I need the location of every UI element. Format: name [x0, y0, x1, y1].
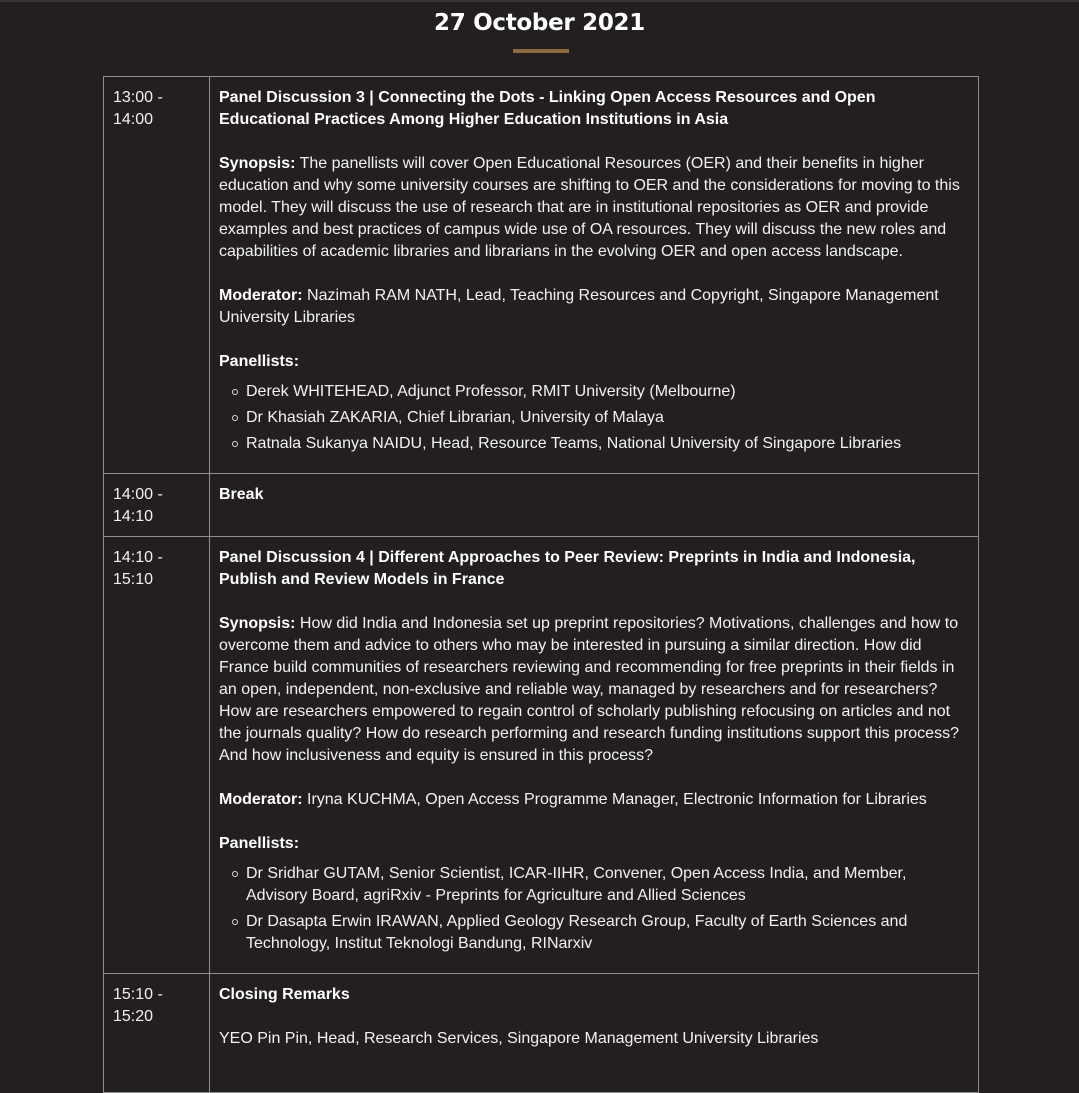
session-content [210, 537, 979, 974]
list-item: Dr Sridhar GUTAM, Senior Scientist, ICAR-IIHR, Convener, Open Access India, and Member, Advisory Board, agriRxiv - Preprints for Agriculture and Allied Sciences [246, 863, 968, 907]
list-item: Derek WHITEHEAD, Adjunct Professor, RMIT University (Melbourne) [246, 381, 968, 403]
time-end: 15:20 [113, 1008, 154, 1025]
schedule-table [103, 76, 979, 1093]
schedule-row-panel-3 [104, 77, 979, 474]
panellists-list [219, 863, 968, 955]
time-start: 14:10 - [113, 549, 163, 566]
session-title: Break [219, 486, 264, 503]
synopsis-text: The panellists will cover Open Educational Resources (OER) and their benefits in higher education and why some university courses are shifting to OER and the considerations for moving to this model. They will discuss the use of research that are in institutional repositories as OER and provide examples and best practices of campus wide use of OA resources. They will discuss the new roles and capabilities of academic libraries and librarians in the evolving OER and open access landscape. [219, 155, 960, 260]
time-start: 14:00 - [113, 486, 163, 503]
moderator-label: Moderator: [219, 791, 303, 808]
speaker-text: YEO Pin Pin, Head, Research Services, Singapore Management University Libraries [219, 1030, 819, 1047]
top-divider [0, 0, 1079, 2]
list-item: Dr Khasiah ZAKARIA, Chief Librarian, University of Malaya [246, 407, 968, 429]
schedule-row-closing [104, 974, 979, 1093]
time-end: 15:10 [113, 571, 154, 588]
list-item: Ratnala Sukanya NAIDU, Head, Resource Teams, National University of Singapore Libraries [246, 433, 968, 455]
moderator-text: Nazimah RAM NATH, Lead, Teaching Resources and Copyright, Singapore Management University Libraries [219, 287, 939, 326]
synopsis-label: Synopsis: [219, 615, 296, 632]
time-end: 14:10 [113, 508, 154, 525]
session-title: Panel Discussion 3 | Connecting the Dots - Linking Open Access Resources and Open Educational Practices Among Higher Education Institutions in Asia [219, 89, 876, 128]
moderator-text: Iryna KUCHMA, Open Access Programme Manager, Electronic Information for Libraries [302, 791, 927, 808]
time-start: 15:10 - [113, 986, 163, 1003]
session-title: Panel Discussion 4 | Different Approaches to Peer Review: Preprints in India and Indonesia, Publish and Review Models in France [219, 549, 916, 588]
time-start: 13:00 - [113, 89, 163, 106]
time-cell [104, 974, 210, 1093]
synopsis [219, 153, 968, 263]
synopsis-text: How did India and Indonesia set up preprint repositories? Motivations, challenges and how to overcome them and advice to others who may be interested in pursuing a similar direction. How did France build communities of researchers reviewing and recommending for free preprints in their fields in an open, independent, non-exclusive and reliable way, managed by researchers and for researchers? How are researchers empowered to regain control of scholarly publishing refocusing on articles and not the journals quality? How do research performing and research funding institutions support this process? And how inclusiveness and equity is ensured in this process? [219, 615, 959, 764]
session-title: Closing Remarks [219, 986, 350, 1003]
schedule-row-break [104, 474, 979, 537]
schedule-row-panel-4 [104, 537, 979, 974]
session-content [210, 77, 979, 474]
panellists-label: Panellists: [219, 835, 300, 852]
time-cell [104, 537, 210, 974]
moderator-label: Moderator: [219, 287, 303, 304]
panellists-list [219, 381, 968, 455]
session-content [210, 974, 979, 1093]
time-cell [104, 474, 210, 537]
time-cell [104, 77, 210, 474]
time-end: 14:00 [113, 111, 154, 128]
panellists-label: Panellists: [219, 353, 300, 370]
session-content [210, 474, 979, 537]
synopsis [219, 613, 968, 767]
synopsis-label: Synopsis: [219, 155, 296, 172]
list-item: Dr Dasapta Erwin IRAWAN, Applied Geology Research Group, Faculty of Earth Sciences and Technology, Institut Teknologi Bandung, RINarxiv [246, 911, 968, 955]
date-heading: 27 October 2021 [434, 10, 645, 36]
moderator [219, 285, 968, 329]
heading-underline [513, 49, 569, 53]
moderator [219, 789, 968, 811]
